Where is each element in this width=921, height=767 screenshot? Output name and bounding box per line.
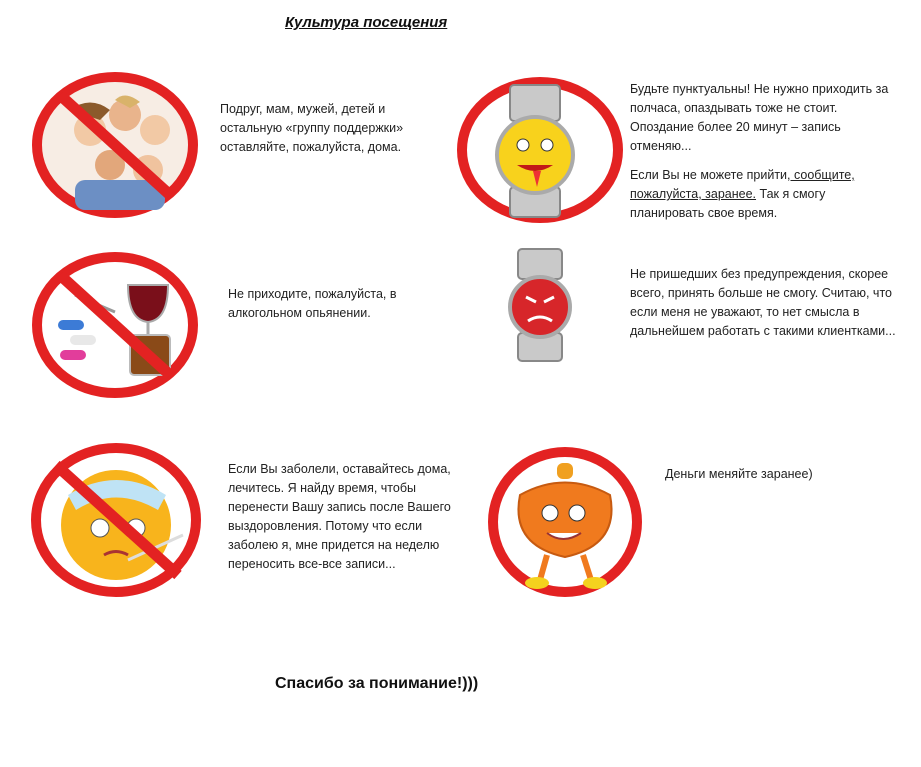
thanks-footer: Спасибо за понимание!))) (275, 675, 479, 692)
notify-text (630, 166, 900, 223)
happy-watch-icon (455, 75, 625, 225)
page-title: Культура посещения (285, 14, 448, 31)
no-sick-icon (28, 440, 203, 600)
notify-part-b: сообщите, пожалуйста, заранее. (630, 168, 855, 201)
no-show-text: Не пришедших без предупреждения, скорее всего, принять больше не смогу. Считаю, что если меня не уважают, то нет смысла в дальнейшем работать с такими клиентками... (630, 267, 896, 338)
no-alcohol-icon (30, 250, 200, 400)
alcohol-text: Не приходите, пожалуйста, в алкогольном опьянении. (228, 287, 397, 320)
angry-watch-icon (500, 245, 580, 365)
no-purse-icon (485, 445, 645, 600)
support-group-text: Подруг, мам, мужей, детей и остальную «группу поддержки» оставляйте, пожалуйста, дома. (220, 102, 404, 154)
punctual-text: Будьте пунктуальны! Не нужно приходить за полчаса, опаздывать тоже не стоит. Опоздание более 20 минут – запись отменяю... (630, 82, 889, 153)
sick-text: Если Вы заболели, оставайтесь дома, лечитесь. Я найду время, чтобы перенести Вашу запись после Вашего выздоровления. Потому что если заболею я, мне придется на неделю переносить все-все записи... (228, 462, 451, 571)
notify-part-a: Если Вы не можете прийти, (630, 168, 791, 182)
notify-part-c: Так я смогу планировать свое время. (630, 187, 826, 220)
no-group-icon (30, 70, 200, 220)
money-text: Деньги меняйте заранее) (665, 467, 813, 481)
